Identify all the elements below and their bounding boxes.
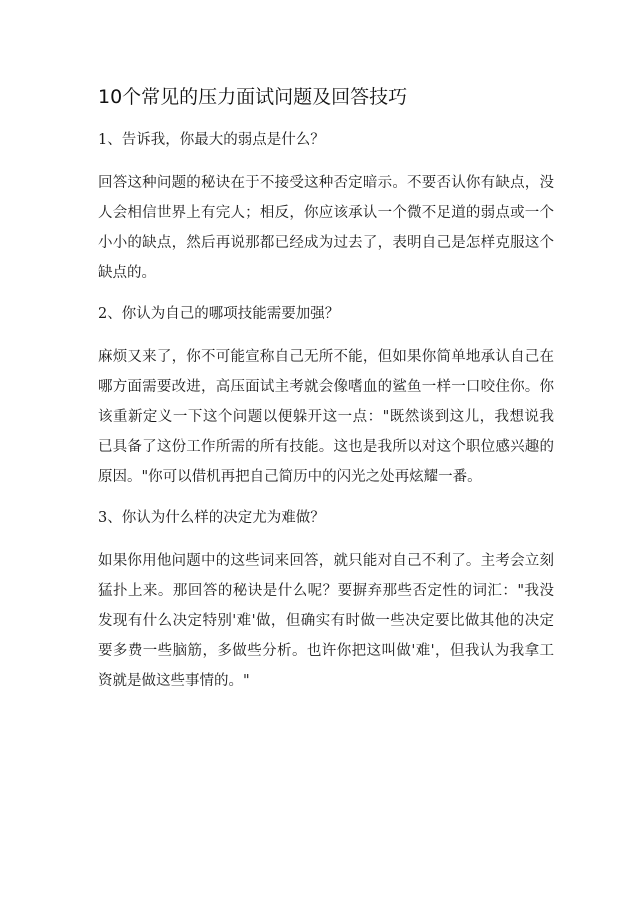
answer-2: 麻烦又来了，你不可能宣称自己无所不能，但如果你简单地承认自己在哪方面需要改进，高压面试主考就会像嗜血的鲨鱼一样一口咬住你。你该重新定义一下这个问题以便躲开这一点："既然谈到这儿，我想说我已具备了这份工作所需的所有技能。这也是我所以对这个职位感兴趣的原因。"你可以借机再把自己简历中的闪光之处再炫耀一番。 bbox=[98, 349, 554, 485]
answer-3: 如果你用他问题中的这些词来回答，就只能对自己不利了。主考会立刻猛扑上来。那回答的秘诀是什么呢？要摒弃那些否定性的词汇："我没发现有什么决定特别'难'做，但确实有时做一些决定要比做其他的决定要多费一些脑筋，多做些分析。也许你把这叫做'难'，但我认为我拿工资就是做这些事情的。" bbox=[98, 553, 554, 689]
qa-section-2 bbox=[98, 303, 554, 492]
document-title: 10个常见的压力面试问题及回答技巧 bbox=[98, 86, 408, 108]
document-page bbox=[98, 84, 554, 711]
qa-section-3 bbox=[98, 507, 554, 696]
question-3: 3、你认为什么样的决定尤为难做？ bbox=[98, 510, 325, 526]
qa-section-1 bbox=[98, 129, 554, 288]
question-2: 2、你认为自己的哪项技能需要加强？ bbox=[98, 306, 340, 322]
question-1: 1、告诉我，你最大的弱点是什么？ bbox=[98, 132, 325, 148]
answer-1: 回答这种问题的秘诀在于不接受这种否定暗示。不要否认你有缺点，没人会相信世界上有完人；相反，你应该承认一个微不足道的弱点或一个小小的缺点，然后再说那都已经成为过去了，表明自己是怎样克服这个缺点的。 bbox=[98, 175, 554, 281]
